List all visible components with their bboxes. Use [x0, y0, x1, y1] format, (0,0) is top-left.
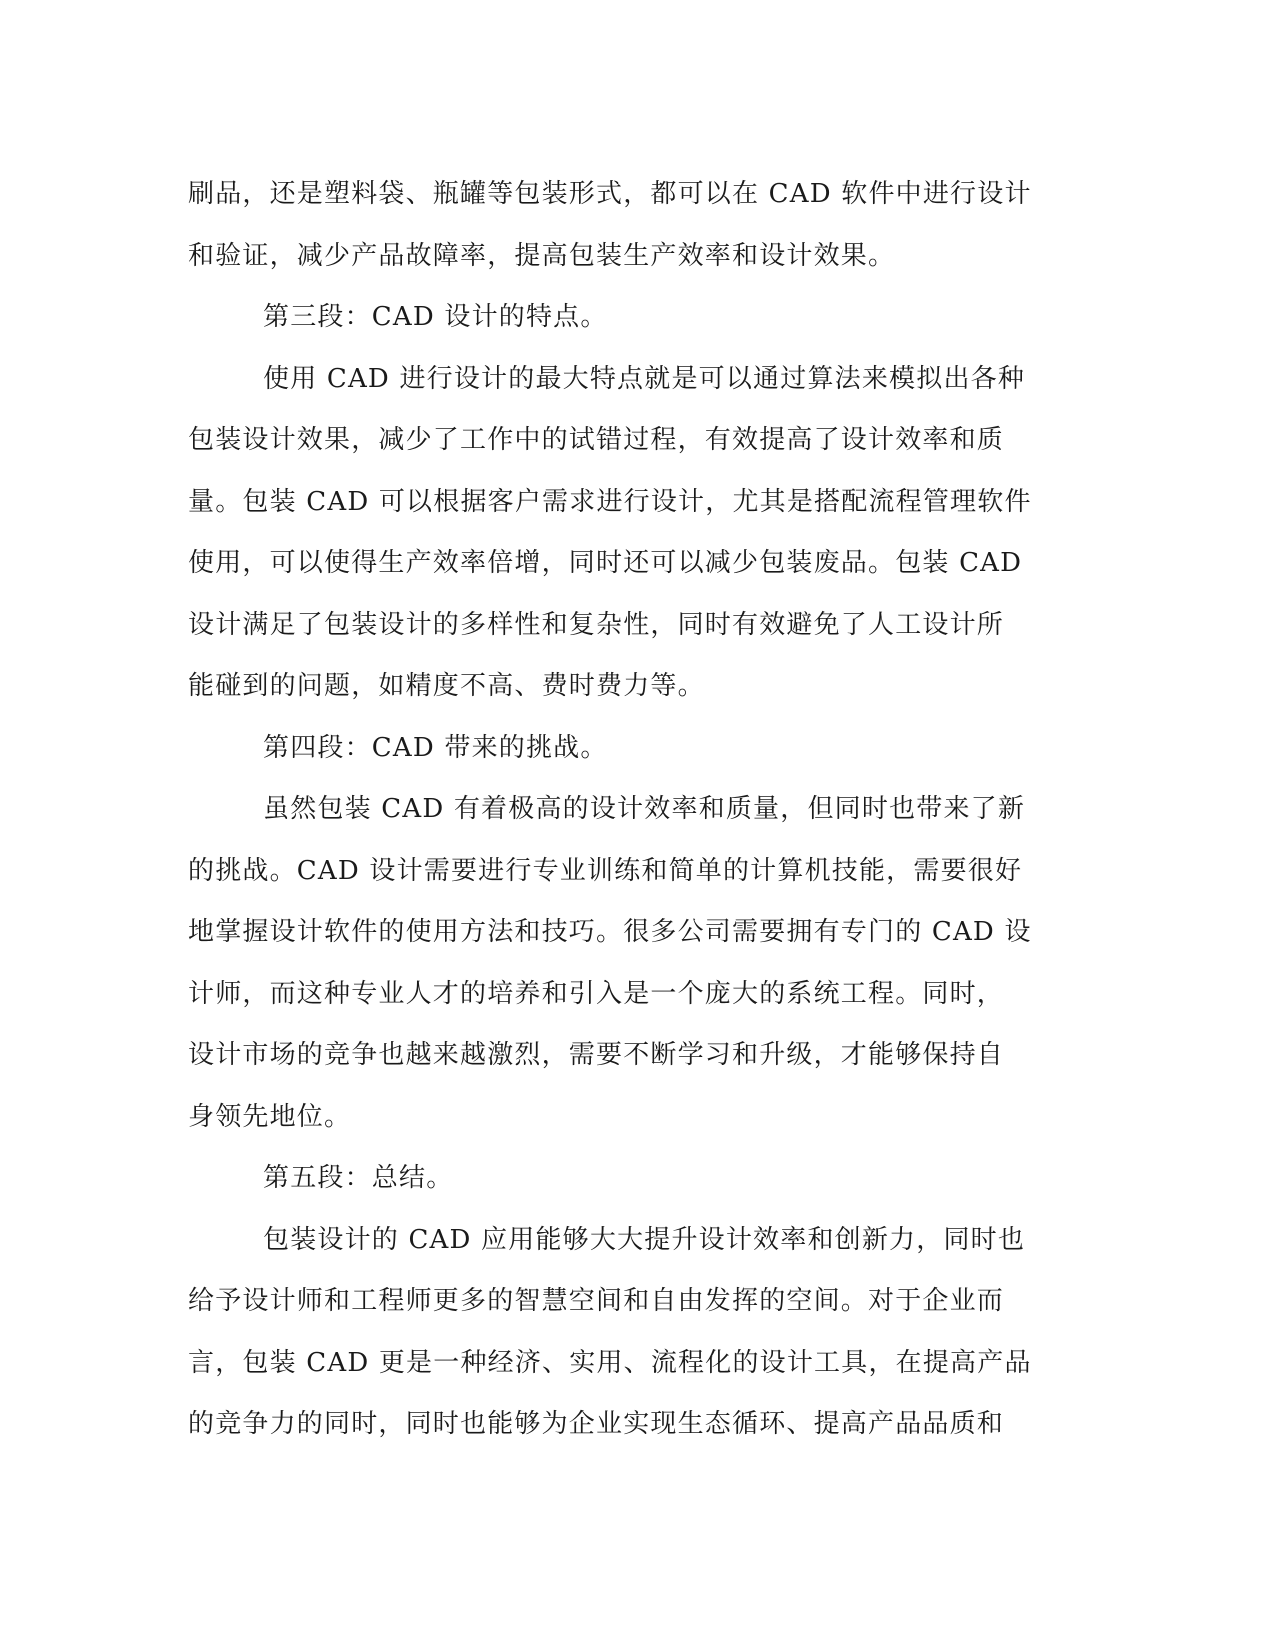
text-line: 量。包装 CAD 可以根据客户需求进行设计，尤其是搭配流程管理软件	[188, 486, 1032, 517]
section-heading-3: 第三段：CAD 设计的特点。	[263, 302, 608, 332]
section-heading-4: 第四段：CAD 带来的挑战。	[263, 732, 608, 763]
text-line: 计师，而这种专业人才的培养和引入是一个庞大的系统工程。同时，	[188, 978, 1005, 1009]
text-line: 地掌握设计软件的使用方法和技巧。很多公司需要拥有专门的 CAD 设	[188, 917, 1032, 947]
paragraph-start: 包装设计的 CAD 应用能够大大提升设计效率和创新力，同时也	[263, 1224, 1026, 1255]
text-line: 给予设计师和工程师更多的智慧空间和自由发挥的空间。对于企业而	[188, 1286, 1005, 1316]
document-body	[188, 164, 1078, 1456]
text-line: 设计满足了包装设计的多样性和复杂性，同时有效避免了人工设计所	[188, 609, 1005, 640]
text-line: 身领先地位。	[188, 1101, 352, 1132]
text-line: 设计市场的竞争也越来越激烈，需要不断学习和升级，才能够保持自	[188, 1040, 1005, 1070]
text-line: 包装设计效果，减少了工作中的试错过程，有效提高了设计效率和质	[188, 425, 1005, 455]
paragraph-start: 使用 CAD 进行设计的最大特点就是可以通过算法来模拟出各种	[263, 363, 1026, 394]
text-line: 和验证，减少产品故障率，提高包装生产效率和设计效果。	[188, 240, 896, 271]
paragraph-start: 虽然包装 CAD 有着极高的设计效率和质量，但同时也带来了新	[263, 794, 1026, 824]
text-line: 的竞争力的同时，同时也能够为企业实现生态循环、提高产品品质和	[188, 1409, 1005, 1439]
text-line: 言，包装 CAD 更是一种经济、实用、流程化的设计工具，在提高产品	[188, 1347, 1032, 1378]
text-line: 能碰到的问题，如精度不高、费时费力等。	[188, 671, 705, 701]
text-line: 的挑战。CAD 设计需要进行专业训练和简单的计算机技能，需要很好	[188, 855, 1023, 886]
section-heading-5: 第五段：总结。	[263, 1163, 454, 1193]
text-line: 使用，可以使得生产效率倍增，同时还可以减少包装废品。包装 CAD	[188, 548, 1023, 578]
text-line: 刷品，还是塑料袋、瓶罐等包装形式，都可以在 CAD 软件中进行设计	[188, 179, 1032, 209]
